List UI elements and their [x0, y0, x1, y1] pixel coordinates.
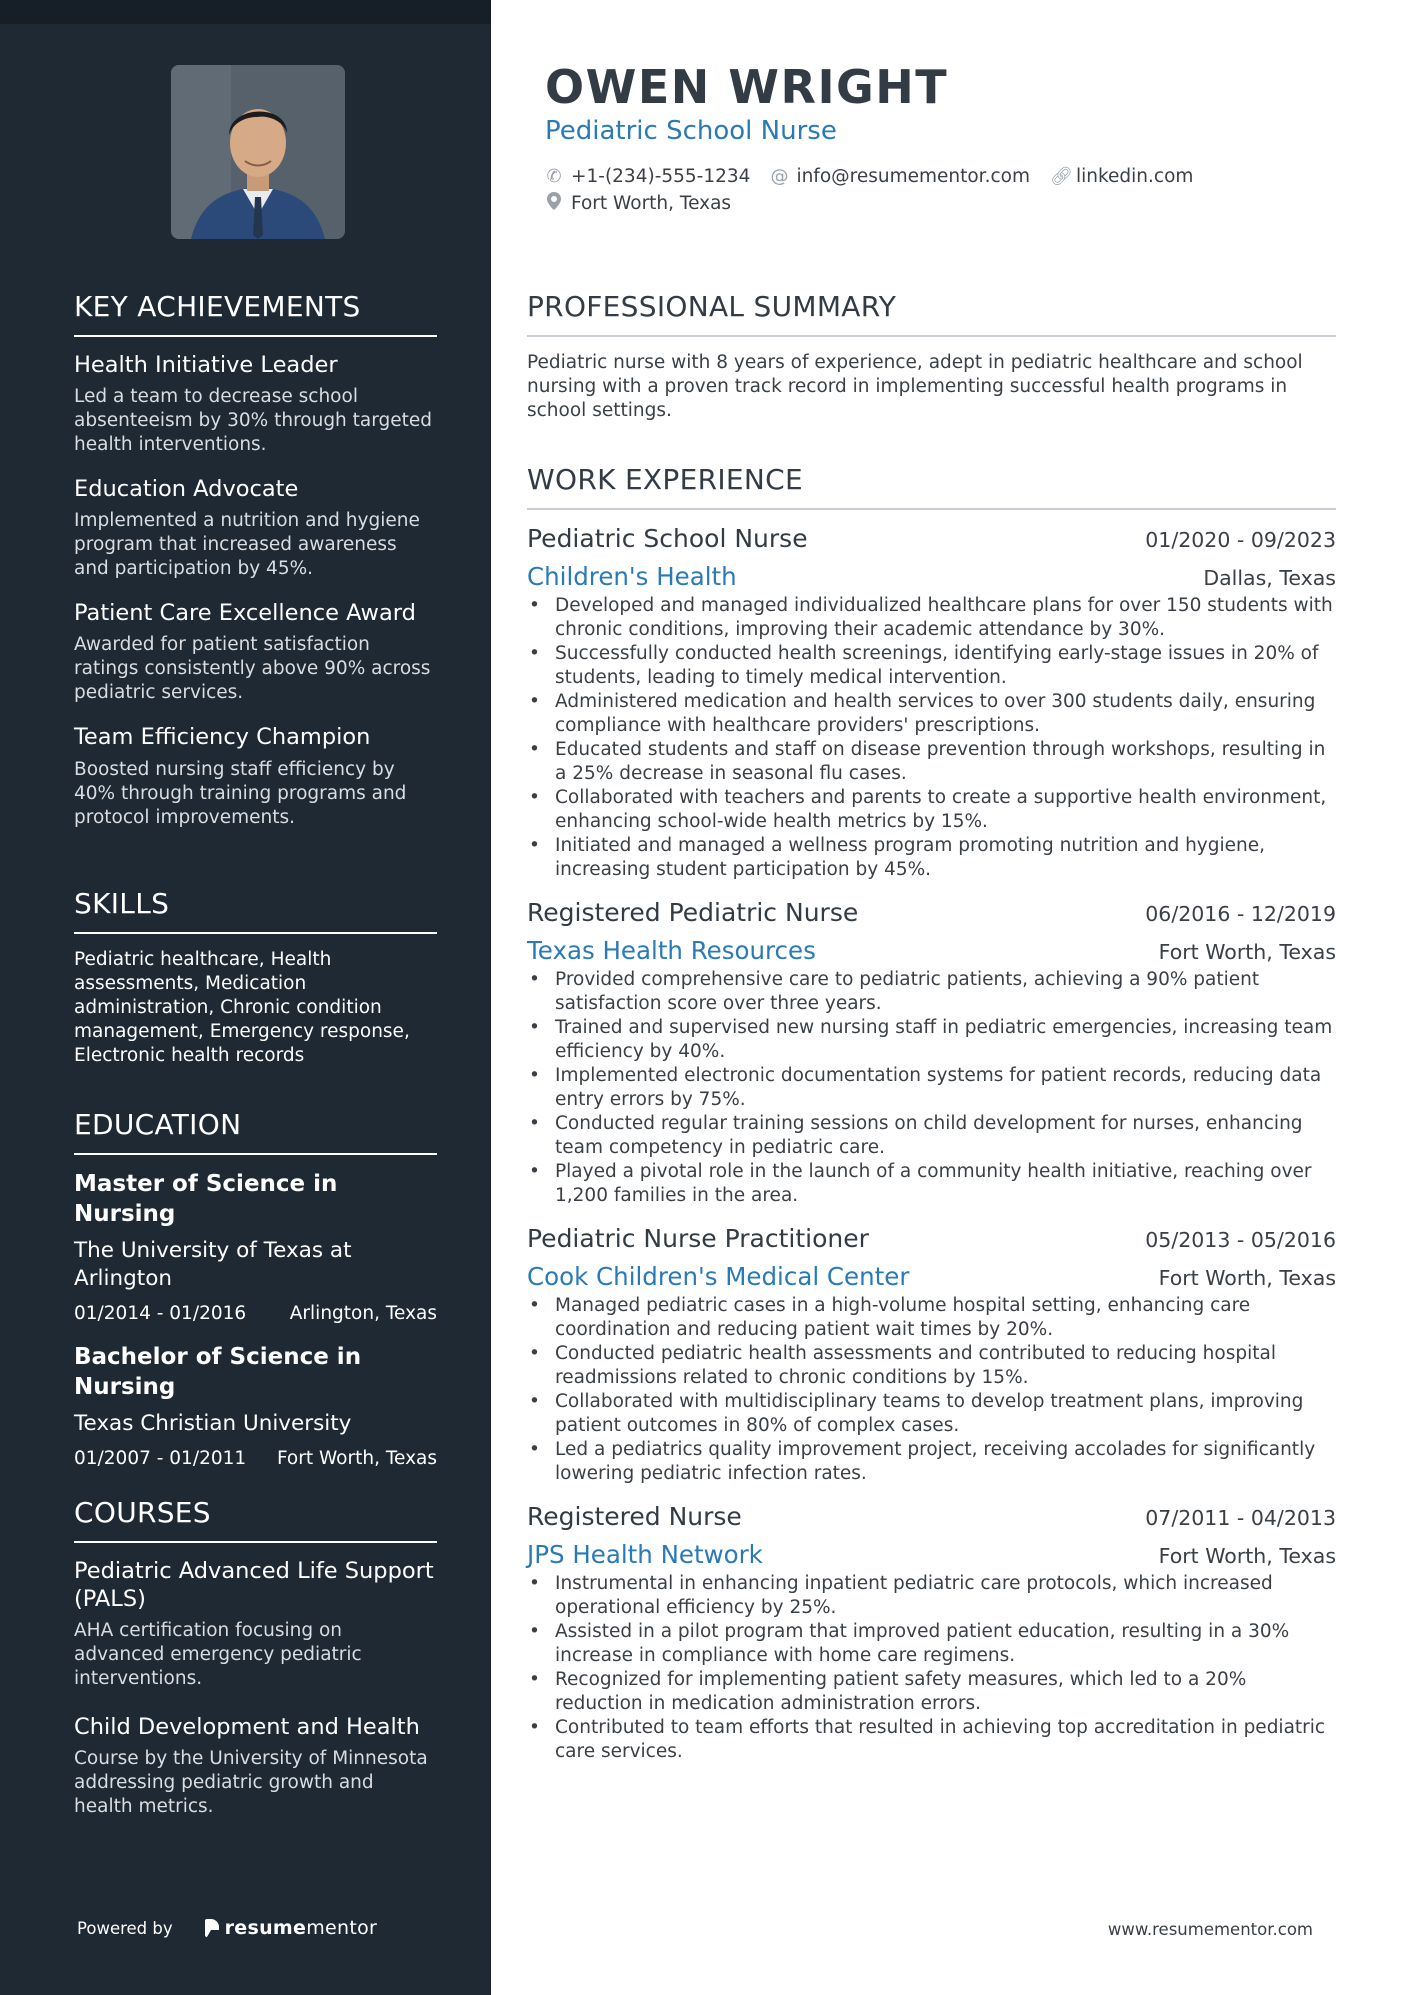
job-bullet: • Initiated and managed a wellness program promoting nutrition and hygiene, increasing student participation by 45%. — [527, 834, 1336, 882]
job-bullet: • Assisted in a pilot program that improved patient education, resulting in a 30% increase in compliance with home care regimens. — [527, 1620, 1336, 1668]
job-bullet: • Implemented electronic documentation systems for patient records, reducing data entry errors by 75%. — [527, 1064, 1336, 1112]
skills-list: Pediatric healthcare, Health assessments, Medication administration, Chronic condition management, Emergency response, Electronic health records — [74, 949, 410, 1066]
brand-logo[interactable] — [205, 1917, 378, 1939]
job-bullet: • Successfully conducted health screenings, identifying early-stage issues in 20% of students, leading to timely medical intervention. — [527, 642, 1336, 690]
job-entry — [527, 1224, 1336, 1486]
job-bullets — [527, 594, 1336, 882]
job-bullet: • Conducted regular training sessions on child development for nurses, enhancing team competency in pediatric care. — [527, 1112, 1336, 1160]
job-company: Cook Children's Medical Center — [527, 1262, 910, 1291]
achievement-title: Health Initiative Leader — [74, 352, 338, 378]
candidate-role: Pediatric School Nurse — [545, 116, 837, 146]
achievement-item — [74, 599, 437, 705]
job-bullet: • Contributed to team efforts that resulted in achieving top accreditation in pediatric care services. — [527, 1716, 1336, 1764]
skills-section — [74, 887, 437, 1068]
experience-section — [527, 463, 1336, 1780]
achievement-item — [74, 723, 437, 829]
job-company: Texas Health Resources — [527, 936, 816, 965]
linkedin-contact[interactable] — [1050, 166, 1193, 187]
map-pin-icon — [545, 192, 563, 215]
job-company: JPS Health Network — [527, 1540, 763, 1569]
achievement-desc: Led a team to decrease school absenteeism by 30% through targeted health interventions. — [74, 386, 433, 456]
email-text: info@resumementor.com — [796, 166, 1030, 187]
job-location: Fort Worth, Texas — [1158, 940, 1336, 964]
job-bullet: • Trained and supervised new nursing staff in pediatric emergencies, increasing team efficiency by 40%. — [527, 1016, 1336, 1064]
profile-photo — [171, 65, 345, 239]
job-bullet: • Collaborated with teachers and parents to create a supportive health environment, enhancing school-wide health metrics by 15%. — [527, 786, 1336, 834]
job-dates: 01/2020 - 09/2023 — [1145, 528, 1336, 552]
contact-info — [545, 163, 1345, 217]
brand-logo-icon — [205, 1919, 219, 1937]
job-bullet: • Led a pediatrics quality improvement project, receiving accolades for significantly lowering pediatric infection rates. — [527, 1438, 1336, 1486]
experience-heading: WORK EXPERIENCE — [527, 463, 1336, 510]
education-dates: 01/2007 - 01/2011 — [74, 1448, 247, 1469]
job-location: Fort Worth, Texas — [1158, 1266, 1336, 1290]
education-school: Texas Christian University — [74, 1411, 352, 1436]
job-bullets — [527, 1294, 1336, 1486]
education-location: Arlington, Texas — [289, 1303, 437, 1324]
linkedin-text: linkedin.com — [1075, 166, 1194, 187]
job-bullets — [527, 968, 1336, 1208]
sidebar — [0, 0, 491, 1995]
job-location: Fort Worth, Texas — [1158, 1544, 1336, 1568]
education-degree: Bachelor of Science in Nursing — [74, 1344, 362, 1400]
brand-name-rest: mentor — [306, 1917, 378, 1939]
education-location: Fort Worth, Texas — [276, 1448, 437, 1469]
courses-heading: COURSES — [74, 1496, 437, 1543]
footer-website-link[interactable]: www.resumementor.com — [1107, 1920, 1313, 1939]
powered-by-label: Powered by — [77, 1918, 173, 1938]
job-dates: 07/2011 - 04/2013 — [1145, 1506, 1336, 1530]
achievement-title: Patient Care Excellence Award — [74, 600, 416, 627]
achievement-title: Education Advocate — [74, 476, 299, 503]
course-desc: Course by the University of Minnesota addressing pediatric growth and health metrics. — [74, 1748, 428, 1817]
course-title: Child Development and Health — [74, 1714, 420, 1740]
link-icon: 🔗︎ — [1049, 166, 1073, 187]
location-contact — [545, 192, 731, 215]
job-entry — [527, 898, 1336, 1208]
course-title: Pediatric Advanced Life Support (PALS) — [74, 1558, 434, 1612]
achievement-item — [74, 351, 437, 457]
job-title: Pediatric School Nurse — [527, 524, 808, 553]
education-degree: Master of Science in Nursing — [74, 1171, 338, 1227]
achievement-item — [74, 475, 437, 581]
skills-heading: SKILLS — [74, 887, 437, 934]
job-dates: 05/2013 - 05/2016 — [1145, 1228, 1336, 1252]
phone-contact[interactable] — [545, 166, 750, 187]
job-title: Registered Pediatric Nurse — [527, 898, 859, 927]
course-item — [74, 1713, 437, 1819]
job-entry — [527, 524, 1336, 882]
brand-name-bold: resume — [224, 1917, 307, 1939]
education-heading: EDUCATION — [74, 1108, 437, 1155]
job-title: Pediatric Nurse Practitioner — [527, 1224, 869, 1253]
job-bullet: • Collaborated with multidisciplinary teams to develop treatment plans, improving patient outcomes in 80% of complex cases. — [527, 1390, 1336, 1438]
achievements-heading: KEY ACHIEVEMENTS — [74, 290, 437, 337]
education-school: The University of Texas at Arlington — [74, 1238, 352, 1291]
job-bullet: • Administered medication and health services to over 300 students daily, ensuring compliance with healthcare providers' prescriptions. — [527, 690, 1336, 738]
course-item — [74, 1557, 437, 1691]
powered-by — [77, 1917, 377, 1939]
location-text: Fort Worth, Texas — [571, 193, 732, 214]
profile-photo-illustration — [171, 65, 345, 239]
job-bullet: • Managed pediatric cases in a high-volume hospital setting, enhancing care coordination and reducing patient wait times by 20%. — [527, 1294, 1336, 1342]
achievement-desc: Boosted nursing staff efficiency by 40% through training programs and protocol improvements. — [74, 758, 407, 828]
job-bullet: • Provided comprehensive care to pediatric patients, achieving a 90% patient satisfaction score over three years. — [527, 968, 1336, 1016]
education-meta — [74, 1303, 437, 1324]
phone-icon: ✆ — [546, 166, 562, 187]
summary-heading: PROFESSIONAL SUMMARY — [527, 290, 1336, 337]
job-bullets — [527, 1572, 1336, 1764]
job-bullet: • Instrumental in enhancing inpatient pediatric care protocols, which increased operational efficiency by 25%. — [527, 1572, 1336, 1620]
education-dates: 01/2014 - 01/2016 — [74, 1303, 247, 1324]
education-section — [74, 1108, 437, 1487]
summary-section — [527, 290, 1336, 423]
job-entry — [527, 1502, 1336, 1764]
job-bullet: • Developed and managed individualized healthcare plans for over 150 students with chronic conditions, improving their academic attendance by 30%. — [527, 594, 1336, 642]
candidate-name: OWEN WRIGHT — [545, 60, 949, 114]
job-company: Children's Health — [527, 562, 737, 591]
course-desc: AHA certification focusing on advanced emergency pediatric interventions. — [74, 1620, 362, 1689]
job-dates: 06/2016 - 12/2019 — [1145, 902, 1336, 926]
job-bullet: • Recognized for implementing patient safety measures, which led to a 20% reduction in medication administration errors. — [527, 1668, 1336, 1716]
job-bullet: • Educated students and staff on disease prevention through workshops, resulting in a 25% decrease in seasonal flu cases. — [527, 738, 1336, 786]
education-item — [74, 1169, 437, 1324]
job-bullet: • Conducted pediatric health assessments and contributed to reducing hospital readmissions related to chronic conditions by 15%. — [527, 1342, 1336, 1390]
education-item — [74, 1342, 437, 1469]
job-location: Dallas, Texas — [1203, 566, 1336, 590]
courses-section — [74, 1496, 437, 1841]
job-title: Registered Nurse — [527, 1502, 742, 1531]
achievement-title: Team Efficiency Champion — [74, 724, 371, 751]
sidebar-top-strip — [0, 0, 491, 24]
email-contact[interactable] — [770, 166, 1030, 187]
at-icon: @ — [770, 166, 789, 187]
summary-text: Pediatric nurse with 8 years of experience, adept in pediatric healthcare and school nursing with a proven track record in implementing successful health programs in school settings. — [527, 352, 1303, 421]
phone-text: +1-(234)-555-1234 — [571, 166, 751, 187]
job-bullet: • Played a pivotal role in the launch of a community health initiative, reaching over 1,200 families in the area. — [527, 1160, 1336, 1208]
achievement-desc: Awarded for patient satisfaction ratings consistently above 90% across pediatric services. — [74, 634, 431, 704]
achievement-desc: Implemented a nutrition and hygiene program that increased awareness and participation by 45%. — [74, 510, 420, 580]
education-meta — [74, 1448, 437, 1469]
achievements-section — [74, 290, 437, 848]
